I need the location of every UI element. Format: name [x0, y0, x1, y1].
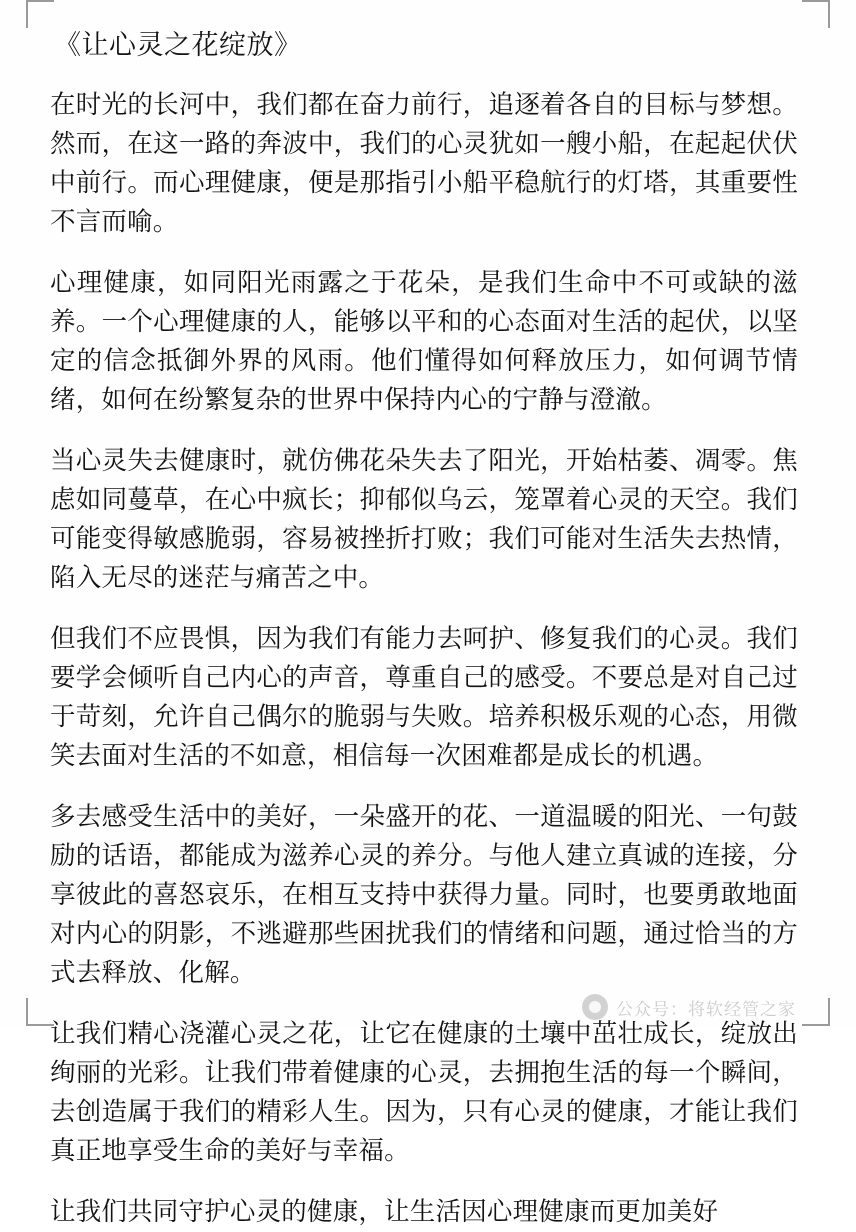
document-body	[44, 86, 798, 1232]
paragraph: 心理健康，如同阳光雨露之于花朵，是我们生命中不可或缺的滋养。一个心理健康的人，能够以平和的心态面对生活的起伏，以坚定的信念抵御外界的风雨。他们懂得如何释放压力，如何调节情绪，如何在纷繁复杂的世界中保持内心的宁静与澄澈。	[50, 269, 798, 414]
paragraph: 多去感受生活中的美好，一朵盛开的花、一道温暖的阳光、一句鼓励的话语，都能成为滋养心灵的养分。与他人建立真诚的连接，分享彼此的喜怒哀乐，在相互支持中获得力量。同时，也要勇敢地面对内心的阴影，不逃避那些困扰我们的情绪和问题，通过恰当的方式去释放、化解。	[50, 803, 798, 987]
paragraph: 让我们精心浇灌心灵之花，让它在健康的土壤中茁壮成长，绽放出绚丽的光彩。让我们带着健康的心灵，去拥抱生活的每一个瞬间，去创造属于我们的精彩人生。因为，只有心灵的健康，才能让我们真正地享受生命的美好与幸福。	[50, 1020, 798, 1165]
paragraph: 但我们不应畏惧，因为我们有能力去呵护、修复我们的心灵。我们要学会倾听自己内心的声音，尊重自己的感受。不要总是对自己过于苛刻，允许自己偶尔的脆弱与失败。培养积极乐观的心态，用微笑去面对生活的不如意，相信每一次困难都是成长的机遇。	[50, 625, 798, 770]
paragraph: 在时光的长河中，我们都在奋力前行，追逐着各自的目标与梦想。然而，在这一路的奔波中，我们的心灵犹如一艘小船，在起起伏伏中前行。而心理健康，便是那指引小船平稳航行的灯塔，其重要性不言而喻。	[50, 91, 798, 236]
crop-mark-top-left	[26, 0, 54, 28]
page-title: 《让心灵之花绽放》	[54, 30, 302, 60]
paragraph: 让我们共同守护心灵的健康，让生活因心理健康而更加美好	[50, 1198, 719, 1226]
crop-mark-bottom-right	[802, 998, 830, 1026]
watermark-label: 公众号：将软经管之家	[616, 999, 796, 1019]
crop-mark-top-right	[802, 0, 830, 28]
paragraph: 当心灵失去健康时，就仿佛花朵失去了阳光，开始枯萎、凋零。焦虑如同蔓草，在心中疯长；抑郁似乌云，笼罩着心灵的天空。我们可能变得敏感脆弱，容易被挫折打败；我们可能对生活失去热情，陷入无尽的迷茫与痛苦之中。	[50, 447, 798, 592]
